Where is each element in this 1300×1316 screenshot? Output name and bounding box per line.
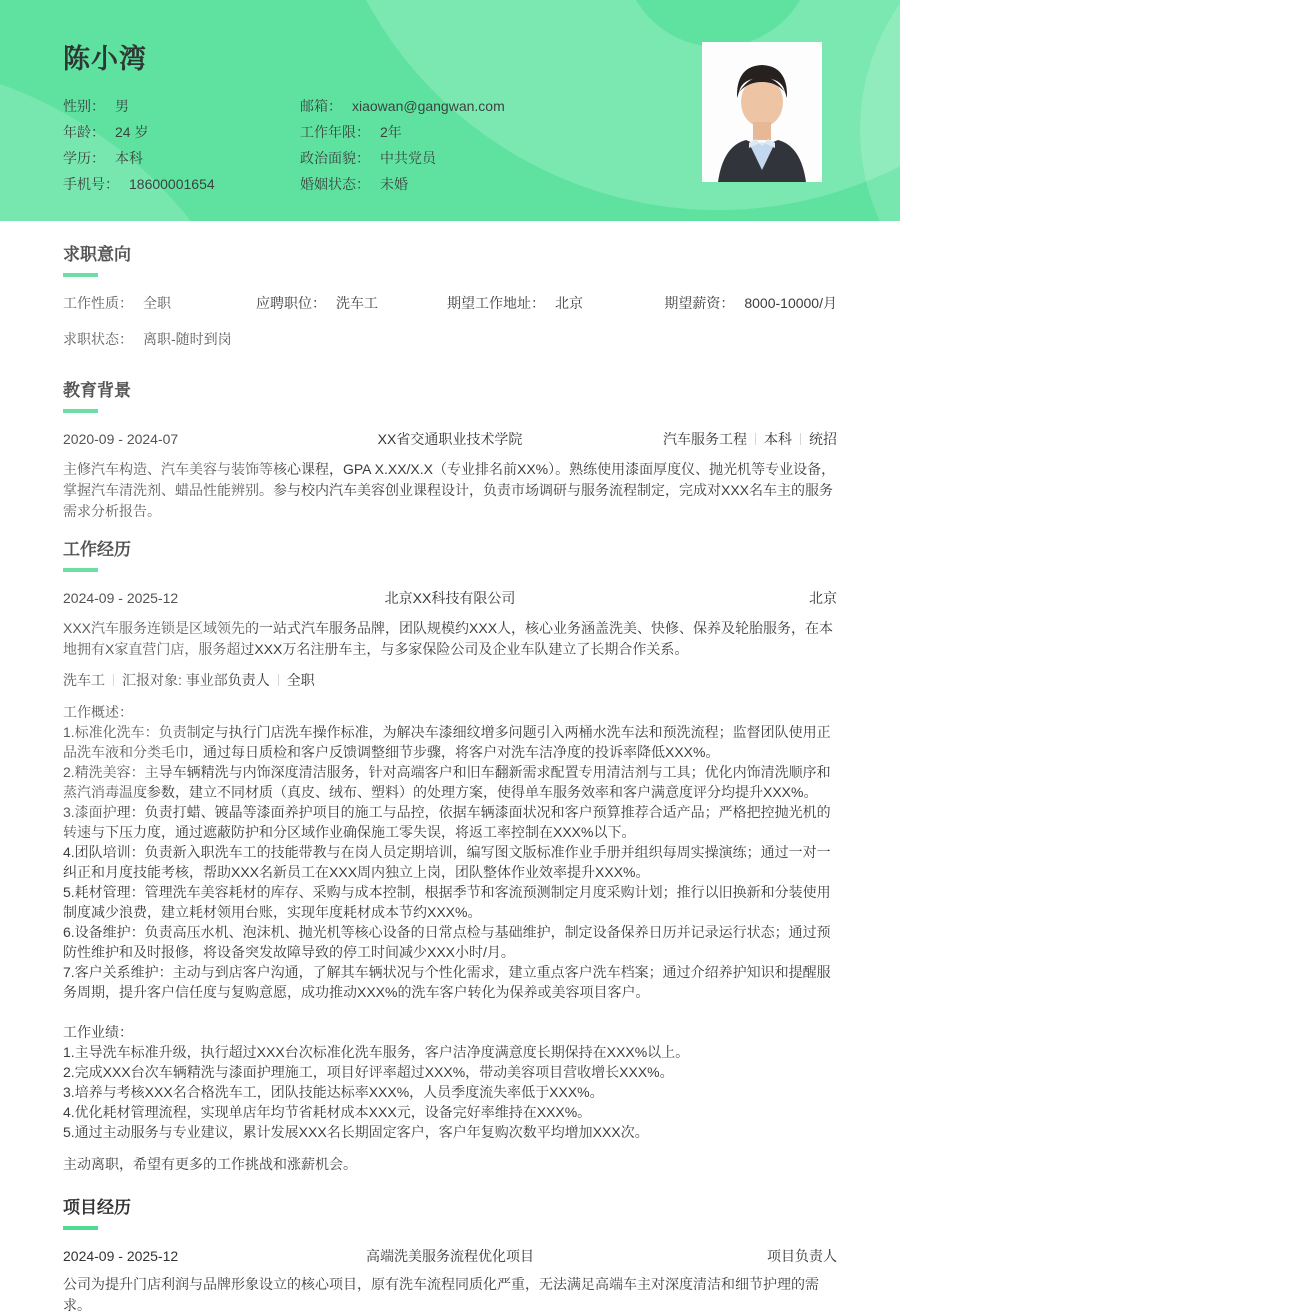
work-overview-item: 4.团队培训：负责新入职洗车工的技能带教与在岗人员定期培训，编写图文版标准作业手册并组织每周实操演练；通过一对一纠正和月度技能考核，帮助XXX名新员工在XXX周内独立上岗，团队整体作业效率提升XXX%。	[63, 844, 831, 880]
info-field-work-years: 工作年限： 2年	[300, 124, 402, 140]
profile-photo-illustration	[702, 42, 822, 182]
company-intro: XXX汽车服务连锁是区域领先的一站式汽车服务品牌，团队规模约XXX人，核心业务涵盖洗美、快修、保养及轮胎服务，在本地拥有X家直营门店，服务超过XXX万名注册车主，与多家保险公司及企业车队建立了长期合作关系。	[63, 620, 834, 657]
education-school: XX省交通职业技术学院	[377, 431, 523, 447]
education-description: 主修汽车构造、汽车美容与装饰等核心课程，GPA X.XX/X.X（专业排名前XX%）。熟练使用漆面厚度仪、抛光机等专业设备，掌握汽车清洗剂、蜡品性能辨别。参与校内汽车美容创业课程设计，负责市场调研与服务流程制定，完成对XXX名车主的服务需求分析报告。	[63, 461, 836, 519]
work-company: 北京XX科技有限公司	[384, 590, 516, 606]
work-achievement-item: 4.优化耗材管理流程，实现单店年均节省耗材成本XXX元，设备完好率维持在XXX%。	[63, 1104, 592, 1120]
intent-field-position: 应聘职位： 洗车工	[256, 295, 378, 311]
project-period: 2024-09 - 2025-12	[63, 1248, 179, 1264]
work-overview-title: 工作概述：	[63, 704, 133, 720]
info-field-marital-status: 婚姻状态： 未婚	[300, 176, 408, 192]
work-overview-item: 5.耗材管理：管理洗车美容耗材的库存、采购与成本控制，根据季节和客流预测制定月度采购计划；推行以旧换新和分装使用制度减少浪费，建立耗材领用台账，实现年度耗材成本节约XXX%。	[63, 884, 831, 920]
resume-header	[0, 0, 900, 221]
work-achievement-item: 2.完成XXX台次车辆精洗与漆面护理施工，项目好评率超过XXX%，带动美容项目营收增长XXX%。	[63, 1064, 674, 1080]
work-overview-item: 7.客户关系维护：主动与到店客户沟通，了解其车辆状况与个性化需求，建立重点客户洗车档案；通过介绍养护知识和提醒服务周期，提升客户信任度与复购意愿，成功推动XXX%的洗车客户转化为保养或美容项目客户。	[63, 964, 831, 1000]
info-field-age: 年龄： 24 岁	[63, 124, 149, 140]
section-title-job-intent: 求职意向	[63, 245, 131, 264]
candidate-name: 陈小湾	[63, 44, 147, 74]
work-job-type: 全职	[286, 672, 315, 688]
work-overview-item: 6.设备维护：负责高压水机、泡沫机、抛光机等核心设备的日常点检与基础维护，制定设备保养日历并记录运行状态；通过预防性维护和及时报修，将设备突发故障导致的停工时间减少XXX小时/月。	[63, 924, 831, 960]
info-field-email: 邮箱： xiaowan@gangwan.com	[300, 98, 505, 114]
section-title-work: 工作经历	[63, 540, 131, 559]
education-enroll-type: 统招	[809, 431, 837, 447]
work-achievement-item: 3.培养与考核XXX名合格洗车工，团队技能达标率XXX%，人员季度流失率低于XXX%。	[63, 1084, 604, 1100]
project-description: 公司为提升门店利润与品牌形象设立的核心项目，原有洗车流程同质化严重，无法满足高端车主对深度清洁和细节护理的需求。	[63, 1276, 819, 1313]
work-overview-item: 1.标准化洗车：负责制定与执行门店洗车操作标准，为解决车漆细纹增多问题引入两桶水洗车法和预洗流程；监督团队使用正品洗车液和分类毛巾，通过每日质检和客户反馈调整细节步骤，将客户对洗车洁净度的投诉率降低XXX%。	[63, 724, 831, 760]
info-field-phone: 手机号： 18600001654	[63, 176, 215, 192]
project-name: 高端洗美服务流程优化项目	[366, 1248, 534, 1264]
work-overview-item: 3.漆面护理：负责打蜡、镀晶等漆面养护项目的施工与品控，依据车辆漆面状况和客户预算推荐合适产品；严格把控抛光机的转速与下压力度，通过遮蔽防护和分区域作业确保施工零失误，将返工率控制在XXX%以下。	[63, 804, 831, 840]
education-major: 汽车服务工程	[663, 431, 747, 447]
header-decoration-circle-right	[860, 0, 1300, 350]
section-title-education: 教育背景	[63, 381, 131, 400]
info-field-political-status: 政治面貌： 中共党员	[300, 150, 436, 166]
separator	[755, 433, 756, 445]
project-role: 项目负责人	[767, 1248, 837, 1264]
work-achievement-item: 5.通过主动服务与专业建议，累计发展XXX名长期固定客户，客户年复购次数平均增加XXX次。	[63, 1124, 649, 1140]
section-title-underline	[63, 1226, 98, 1230]
separator	[800, 433, 801, 445]
work-report-to: 汇报对象: 事业部负责人	[122, 672, 270, 688]
section-title-project: 项目经历	[63, 1198, 131, 1217]
work-position: 洗车工	[63, 672, 105, 688]
section-project-experience	[63, 1196, 837, 1316]
intent-field-location: 期望工作地址： 北京	[447, 295, 583, 311]
intent-field-job-nature: 工作性质： 全职	[63, 295, 171, 311]
education-degree-group	[579, 429, 837, 449]
education-period: 2020-09 - 2024-07	[63, 431, 179, 447]
work-achievements-title: 工作业绩：	[63, 1024, 133, 1040]
work-period: 2024-09 - 2025-12	[63, 590, 179, 606]
work-achievement-item: 1.主导洗车标准升级，执行超过XXX台次标准化洗车服务，客户洁净度满意度长期保持在XXX%以上。	[63, 1044, 690, 1060]
intent-field-job-status: 求职状态： 离职-随时到岗	[63, 331, 232, 347]
work-leave-reason: 主动离职，希望有更多的工作挑战和涨薪机会。	[63, 1156, 357, 1172]
info-field-education: 学历： 本科	[63, 150, 143, 166]
work-achievements-block	[63, 1022, 837, 1142]
work-overview-item: 2.精洗美容：主导车辆精洗与内饰深度清洁服务，针对高端客户和旧车翻新需求配置专用清洁剂与工具；优化内饰清洗顺序和蒸汽消毒温度参数，建立不同材质（真皮、绒布、塑料）的处理方案，使得单车服务效率和客户满意度评分均提升XXX%。	[63, 764, 831, 800]
work-location: 北京	[809, 590, 837, 606]
education-degree: 本科	[764, 431, 792, 447]
intent-field-salary: 期望薪资： 8000-10000/月	[664, 295, 837, 311]
project-meta-row	[63, 1246, 837, 1266]
profile-photo	[702, 42, 822, 182]
info-field-gender: 性别： 男	[63, 98, 129, 114]
separator	[278, 674, 279, 686]
